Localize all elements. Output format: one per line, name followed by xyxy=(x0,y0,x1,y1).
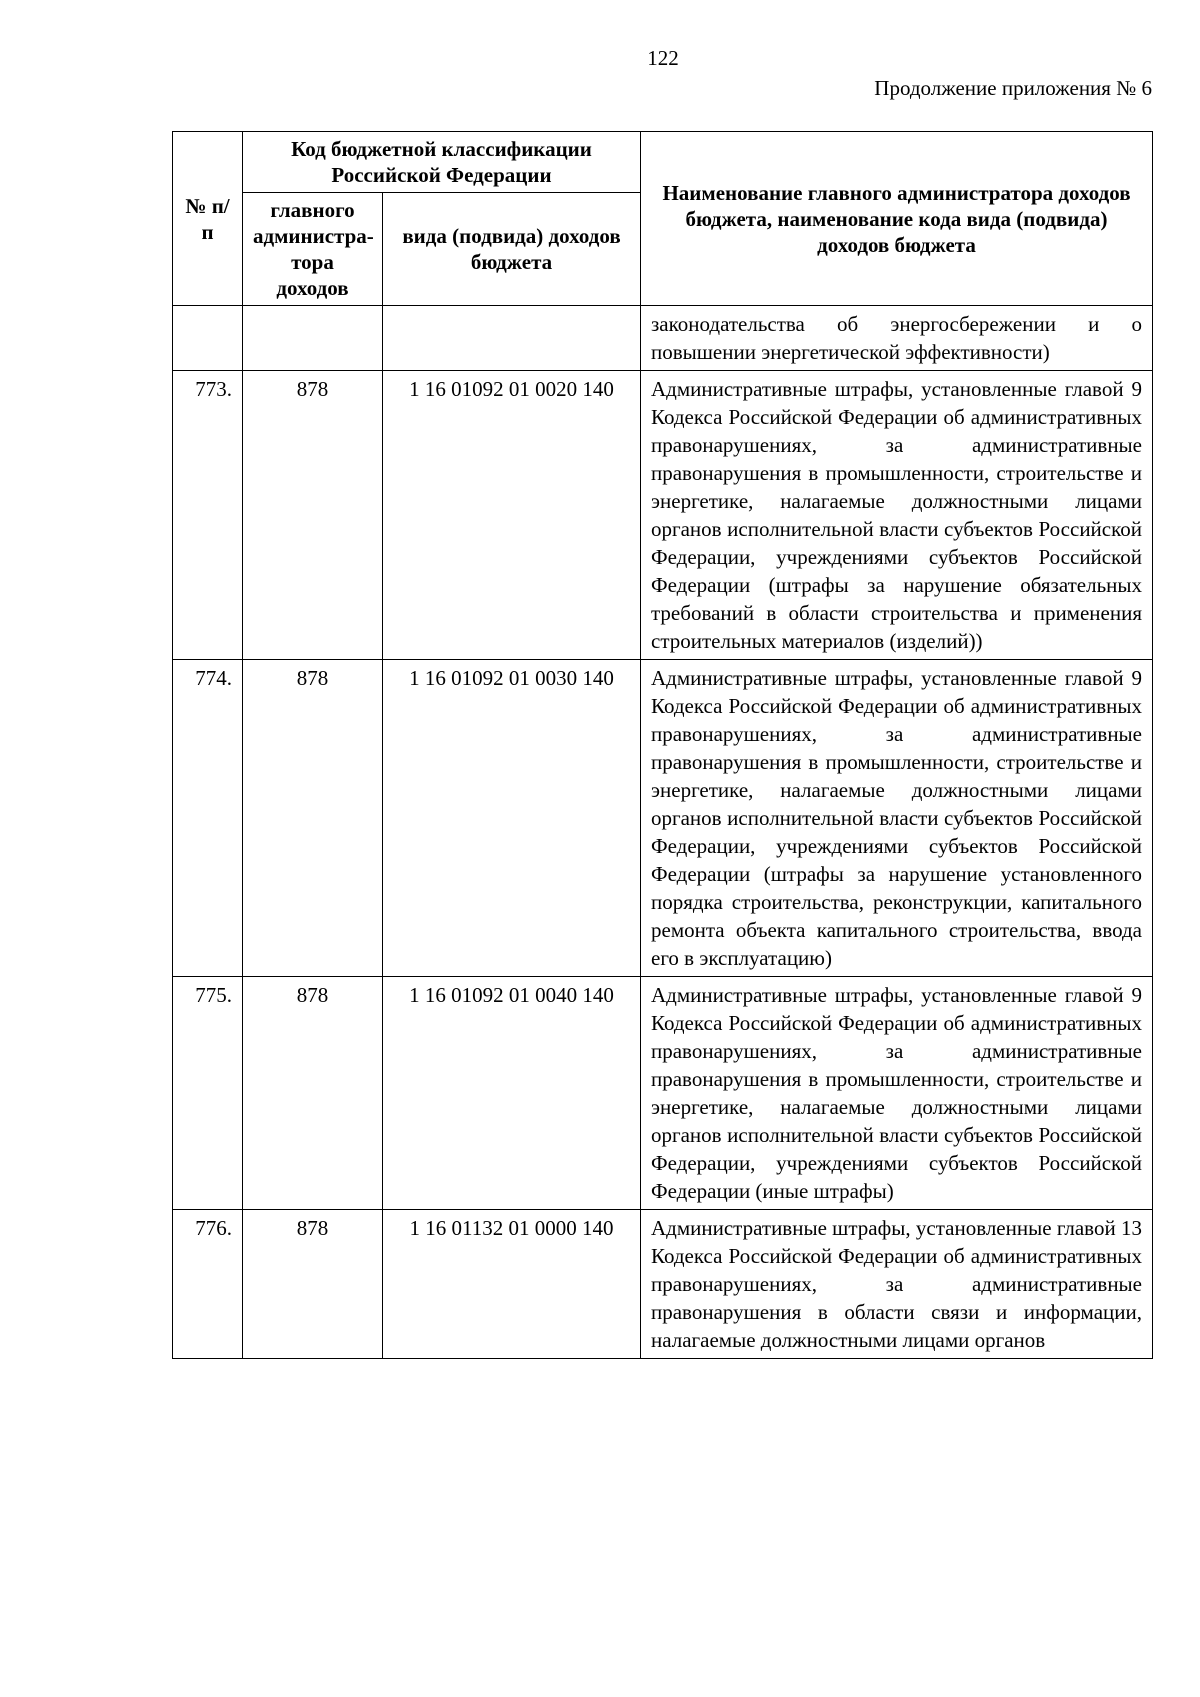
row-type-code: 1 16 01132 01 0000 140 xyxy=(383,1210,641,1359)
row-admin-code xyxy=(243,306,383,371)
budget-classification-table xyxy=(172,131,1153,1359)
table-row xyxy=(173,306,1153,371)
row-type-code: 1 16 01092 01 0040 140 xyxy=(383,977,641,1210)
row-name: Административные штрафы, установленные главой 13 Кодекса Российской Федерации об административных правонарушениях, за административные правонарушения в области связи и информации, налагаемые должностными лицами органов xyxy=(641,1210,1153,1359)
table-row xyxy=(173,371,1153,660)
table-row xyxy=(173,977,1153,1210)
row-admin-code: 878 xyxy=(243,977,383,1210)
row-name: Административные штрафы, установленные главой 9 Кодекса Российской Федерации об административных правонарушениях, за административные правонарушения в промышленности, строительстве и энергетике, налагаемые должностными лицами органов исполнительной власти субъектов Российской Федерации, учреждениями субъектов Российской Федерации (штрафы за нарушение обязательных требований в области строительства и применения строительных материалов (изделий)) xyxy=(641,371,1153,660)
row-type-code: 1 16 01092 01 0030 140 xyxy=(383,660,641,977)
row-number: 776. xyxy=(173,1210,243,1359)
row-number: 774. xyxy=(173,660,243,977)
row-name: Административные штрафы, установленные главой 9 Кодекса Российской Федерации об административных правонарушениях, за административные правонарушения в промышленности, строительстве и энергетике, налагаемые должностными лицами органов исполнительной власти субъектов Российской Федерации, учреждениями субъектов Российской Федерации (штрафы за нарушение установленного порядка строительства, реконструкции, капитального ремонта объекта капитального строительства, ввода его в эксплуатацию) xyxy=(641,660,1153,977)
row-number: 773. xyxy=(173,371,243,660)
row-type-code: 1 16 01092 01 0020 140 xyxy=(383,371,641,660)
table-row xyxy=(173,660,1153,977)
page-number: 122 xyxy=(647,46,679,70)
header-code-group: Код бюджетной классификации Российской Федерации xyxy=(243,132,641,193)
header-admin-code: главного администра-тора доходов xyxy=(243,193,383,306)
table-header xyxy=(173,132,1153,306)
continuation-title: Продолжение приложения № 6 xyxy=(874,76,1152,100)
row-number xyxy=(173,306,243,371)
table-row xyxy=(173,1210,1153,1359)
row-number: 775. xyxy=(173,977,243,1210)
header-type-code: вида (подвида) доходов бюджета xyxy=(383,193,641,306)
row-name: законодательства об энергосбережении и о повышении энергетической эффективности) xyxy=(641,306,1153,371)
row-admin-code: 878 xyxy=(243,660,383,977)
header-number: № п/п xyxy=(173,132,243,306)
row-type-code xyxy=(383,306,641,371)
row-admin-code: 878 xyxy=(243,371,383,660)
row-admin-code: 878 xyxy=(243,1210,383,1359)
table-body xyxy=(173,306,1153,1359)
header-name: Наименование главного администратора доходов бюджета, наименование кода вида (подвида) доходов бюджета xyxy=(641,132,1153,306)
row-name: Административные штрафы, установленные главой 9 Кодекса Российской Федерации об административных правонарушениях, за административные правонарушения в промышленности, строительстве и энергетике, налагаемые должностными лицами органов исполнительной власти субъектов Российской Федерации, учреждениями субъектов Российской Федерации (иные штрафы) xyxy=(641,977,1153,1210)
